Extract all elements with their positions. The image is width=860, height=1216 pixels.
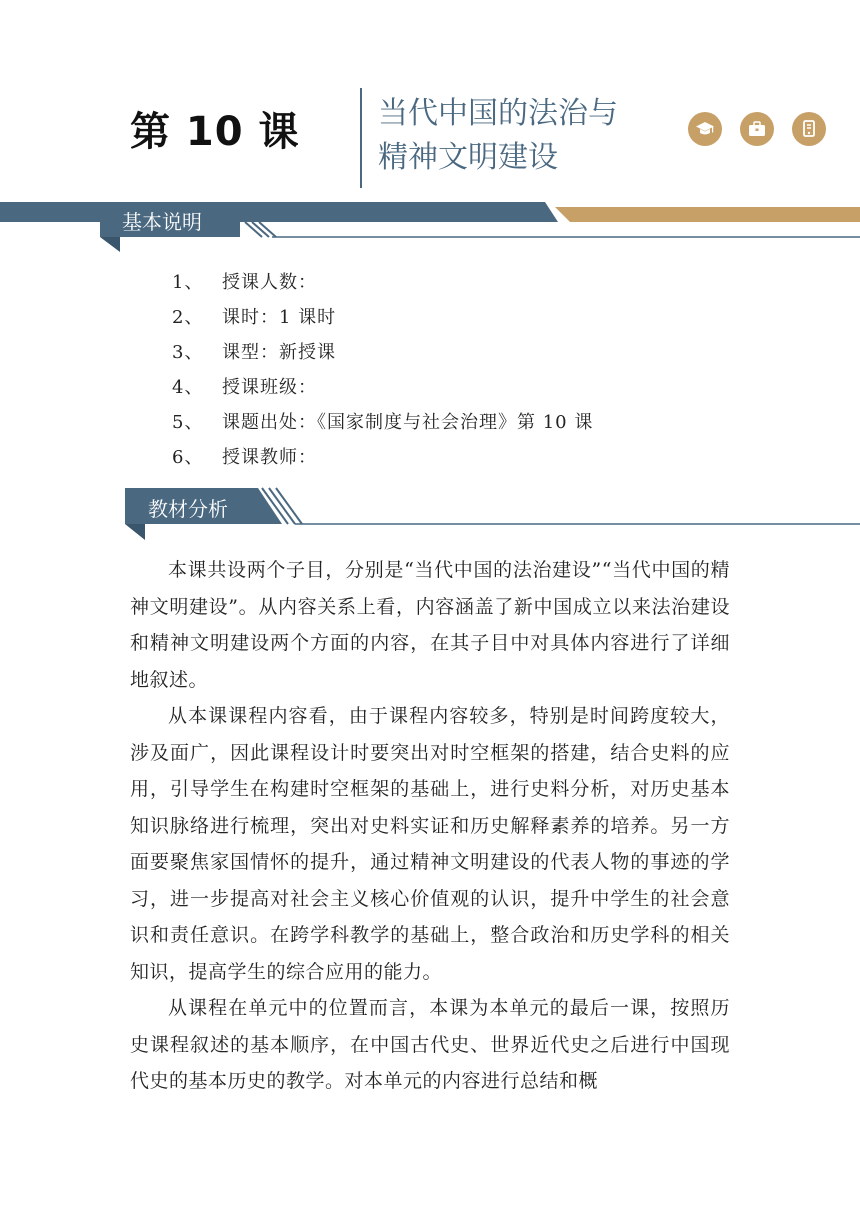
list-item — [172, 335, 593, 370]
section-header-textbook-analysis — [0, 486, 860, 546]
list-item-text: 授课人数： — [222, 272, 317, 293]
title-divider — [360, 88, 362, 188]
section-header-basic-info — [0, 200, 860, 260]
list-item — [172, 300, 593, 335]
list-item-text: 授课教师： — [222, 447, 317, 468]
bookmark-icon — [792, 112, 826, 146]
list-item — [172, 265, 593, 300]
list-item — [172, 370, 593, 405]
lesson-title-line2: 精神文明建设 — [378, 140, 558, 175]
list-item-number: 6、 — [172, 447, 204, 468]
paragraph: 从课程在单元中的位置而言，本课为本单元的最后一课，按照历史课程叙述的基本顺序，在中国古代史、世界近代史之后进行中国现代史的基本历史的教学。对本单元的内容进行总结和概 — [130, 997, 730, 1092]
lesson-number: 第 10 课 — [130, 109, 300, 155]
list-item-number: 1、 — [172, 272, 204, 293]
list-item-number: 3、 — [172, 342, 204, 363]
briefcase-icon — [740, 112, 774, 146]
section-label-textbook-analysis: 教材分析 — [148, 497, 228, 521]
list-item — [172, 405, 593, 440]
lesson-title — [378, 92, 668, 180]
list-item-number: 5、 — [172, 412, 204, 433]
list-item-number: 4、 — [172, 377, 204, 398]
basic-info-list — [172, 265, 593, 475]
list-item-number: 2、 — [172, 307, 204, 328]
list-item — [172, 440, 593, 475]
paragraph: 本课共设两个子目，分别是“当代中国的法治建设”“当代中国的精神文明建设”。从内容关系上看，内容涵盖了新中国成立以来法治建设和精神文明建设两个方面的内容，在其子目中对具体内容进行了详细地叙述。 — [130, 559, 730, 691]
section-label-basic-info: 基本说明 — [122, 210, 202, 234]
lesson-title-line1: 当代中国的法治与 — [378, 96, 618, 131]
section-banner-graphic — [0, 486, 860, 546]
list-item-text: 课题出处：《国家制度与社会治理》第 10 课 — [222, 412, 594, 433]
list-item-text: 课型：新授课 — [222, 342, 336, 363]
page-header — [0, 0, 860, 200]
list-item-text: 授课班级： — [222, 377, 317, 398]
textbook-analysis-body — [130, 552, 730, 1100]
paragraph: 从本课课程内容看，由于课程内容较多，特别是时间跨度较大，涉及面广，因此课程设计时要突出对时空框架的搭建，结合史料的应用，引导学生在构建时空框架的基础上，进行史料分析，对历史基本知识脉络进行梳理，突出对史料实证和历史解释素养的培养。另一方面要聚焦家国情怀的提升，通过精神文明建设的代表人物的事迹的学习，进一步提高对社会主义核心价值观的认识，提升中学生的社会意识和责任意识。在跨学科教学的基础上，整合政治和历史学科的相关知识，提高学生的综合应用的能力。 — [130, 705, 730, 983]
list-item-text: 课时：1 课时 — [222, 307, 337, 328]
graduation-cap-icon — [688, 112, 722, 146]
